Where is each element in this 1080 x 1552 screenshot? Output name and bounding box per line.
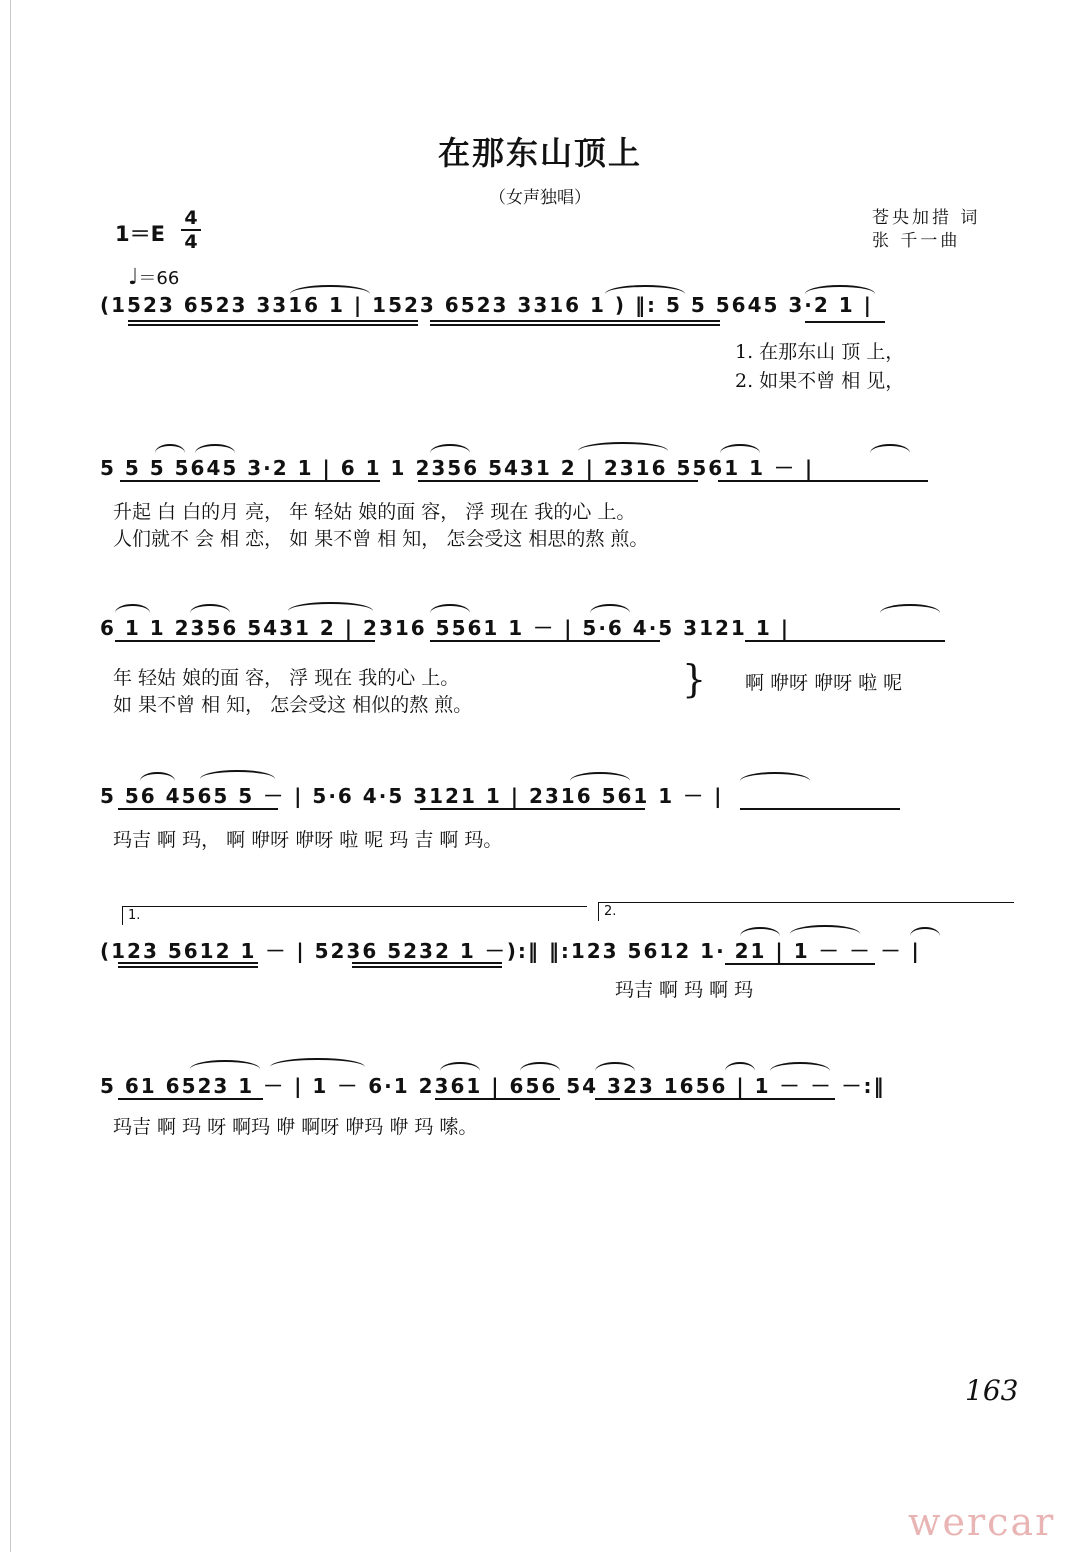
music-notation: 5 5 5 5645 3·2 1 | 6 1 1 2356 5431 2 | 2316 5561 1 － |: [100, 456, 815, 480]
beam-underline: [118, 1098, 263, 1100]
volta-bracket-2: [598, 902, 1014, 921]
slur-mark: [740, 927, 780, 936]
key-signature: 1＝E: [115, 222, 165, 246]
beam-underline: [418, 480, 698, 482]
lyric-verse-1: 年 轻姑 娘的面 容， 浮 现在 我的心 上。: [113, 667, 460, 689]
beam-underline: [435, 1098, 560, 1100]
beam-underline: [430, 320, 720, 326]
lyric-verse-1: 1. 在那东山 顶 上，: [735, 341, 905, 363]
beam-underline: [128, 320, 418, 326]
music-notation: 6 1 1 2356 5431 2 | 2316 5561 1 － | 5·6 4·5 3121 1 |: [100, 616, 790, 640]
slur-mark: [270, 1058, 365, 1067]
beam-underline: [352, 962, 502, 968]
music-notation: 5 56 4565 5 － | 5·6 4·5 3121 1 | 2316 561 1 － |: [100, 784, 724, 808]
page-number: 163: [965, 1374, 1019, 1407]
score-line-2: [100, 452, 1030, 492]
slur-mark: [155, 444, 185, 453]
tempo-marking: [128, 264, 179, 290]
volta-label-1: 1.: [128, 908, 141, 923]
slur-mark: [770, 1062, 830, 1071]
slur-mark: [790, 925, 860, 934]
lyric-verse-2: 如 果不曾 相 知， 怎会受这 相似的熬 煎。: [113, 694, 473, 716]
score-line-3: [100, 612, 1030, 652]
lyric-verse-1: 升起 白 白的月 亮， 年 轻姑 娘的面 容， 浮 现在 我的心 上。: [113, 501, 636, 523]
beam-underline: [740, 808, 900, 810]
slur-mark: [805, 285, 875, 294]
slur-mark: [288, 602, 373, 611]
lyric-line: 玛吉 啊 玛 呀 啊玛 咿 啊呀 咿玛 咿 玛 嗦。: [113, 1116, 478, 1138]
slur-mark: [910, 927, 940, 936]
score-line-1: [100, 293, 1030, 333]
slur-mark: [200, 770, 275, 779]
watermark: wercar: [908, 1500, 1056, 1544]
time-signature-bottom: 4: [184, 231, 198, 253]
slur-mark: [430, 604, 470, 613]
music-notation: (123 5612 1 － | 5236 5232 1 －):‖ ‖:123 5612 1· 21 | 1 － － － |: [100, 939, 921, 963]
slur-mark: [720, 444, 760, 453]
beam-underline: [745, 640, 945, 642]
slur-mark: [190, 1060, 260, 1069]
composer-credit: 张 千一曲: [872, 231, 961, 251]
music-notation: 5 61 6523 1 － | 1 － 6·1 2361 | 656 54 323 1656 | 1 － － －:‖: [100, 1074, 886, 1098]
beam-underline: [595, 1098, 835, 1100]
lyricist-credit: 苍央加措 词: [872, 208, 981, 228]
lyric-verse-2: 人们就不 会 相 恋， 如 果不曾 相 知， 怎会受这 相思的熬 煎。: [113, 528, 649, 550]
brace-mark: }: [682, 657, 707, 701]
lyric-line: 玛吉 啊 玛 啊 玛: [615, 979, 754, 1001]
lyric-verse-2: 2. 如果不曾 相 见，: [735, 370, 905, 392]
score-line-5: [100, 935, 1030, 975]
lyric-line: 玛吉 啊 玛， 啊 咿呀 咿呀 啦 呢 玛 吉 啊 玛。: [113, 829, 503, 851]
slur-mark: [880, 604, 940, 613]
slur-mark: [195, 444, 235, 453]
song-title: 在那东山顶上: [437, 134, 642, 172]
beam-underline: [430, 640, 660, 642]
tempo-value: ＝66: [138, 268, 180, 289]
slur-mark: [578, 442, 668, 451]
score-line-4: [100, 780, 1030, 820]
beam-underline: [718, 480, 928, 482]
beam-underline: [118, 962, 258, 968]
slur-mark: [430, 444, 470, 453]
slur-mark: [520, 1062, 560, 1071]
beam-underline: [725, 963, 875, 965]
beam-underline: [805, 321, 885, 323]
slur-mark: [605, 285, 685, 294]
slur-mark: [725, 1062, 755, 1071]
slur-mark: [870, 444, 910, 453]
beam-underline: [120, 480, 380, 482]
slur-mark: [595, 1062, 635, 1071]
slur-mark: [290, 285, 370, 294]
volta-label-2: 2.: [604, 904, 617, 919]
slur-mark: [590, 604, 630, 613]
quarter-note-icon: ♩: [128, 265, 139, 290]
lyric-refrain: 啊 咿呀 咿呀 啦 呢: [745, 672, 903, 694]
slur-mark: [570, 772, 630, 781]
beam-underline: [118, 808, 278, 810]
slur-mark: [140, 772, 175, 781]
slur-mark: [740, 772, 810, 781]
slur-mark: [190, 604, 230, 613]
time-signature: [181, 208, 201, 252]
beam-underline: [115, 640, 375, 642]
score-line-6: [100, 1070, 1030, 1110]
song-subtitle: （女声独唱）: [489, 188, 591, 208]
time-signature-top: 4: [184, 207, 198, 229]
slur-mark: [115, 604, 150, 613]
page-edge: [10, 0, 11, 1552]
slur-mark: [440, 1062, 480, 1071]
volta-bracket-1: [122, 906, 587, 925]
music-notation: (1523 6523 3316 1 | 1523 6523 3316 1 ) ‖: 5 5 5645 3·2 1 |: [100, 293, 873, 317]
beam-underline: [420, 808, 645, 810]
